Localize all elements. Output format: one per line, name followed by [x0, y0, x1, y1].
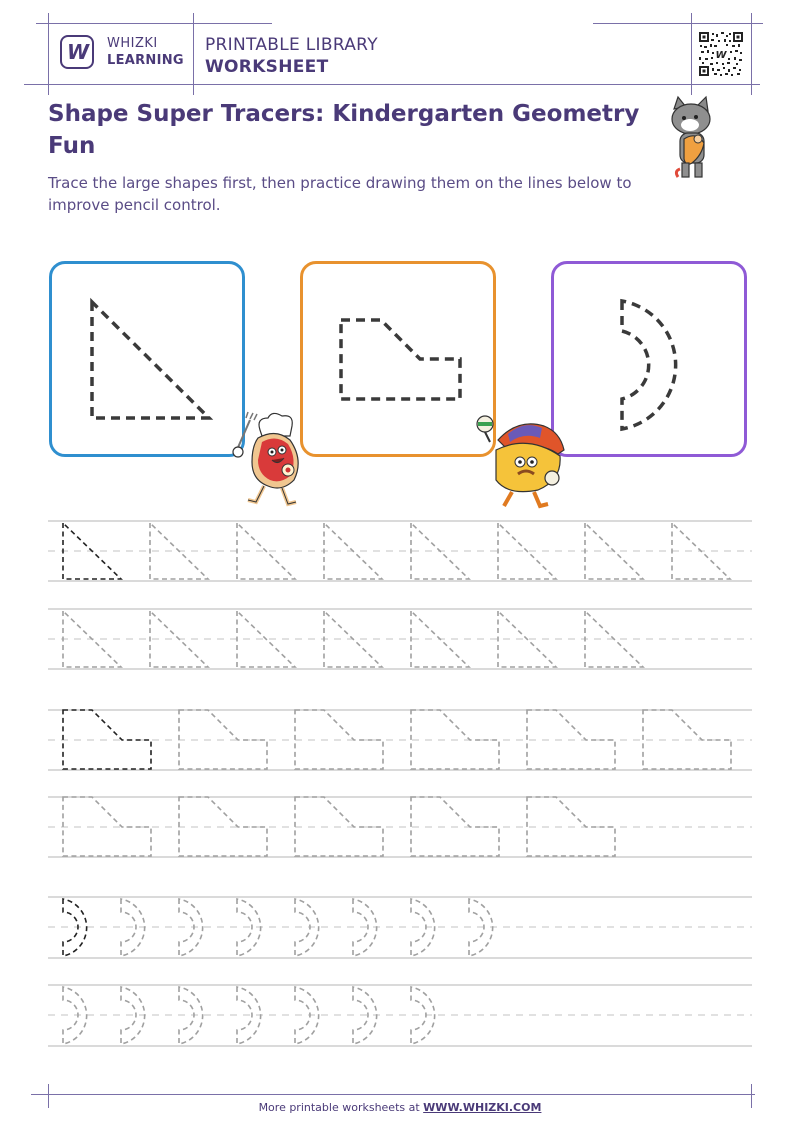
shape-card-triangle	[49, 261, 245, 457]
footer-rule	[31, 1094, 755, 1095]
tracing-row-arch-2	[0, 978, 800, 1053]
logo-letter: W	[66, 40, 88, 64]
whizki-logo-icon	[60, 35, 94, 69]
brand-name: WHIZKI	[107, 36, 158, 51]
taco-mascot-icon	[468, 410, 578, 510]
arch-trace-icon	[554, 264, 744, 454]
cat-mascot-icon	[660, 95, 724, 181]
header-qr-right-divider	[751, 13, 752, 95]
header-top-rule	[36, 23, 272, 24]
header-bottom-rule	[24, 84, 760, 85]
page-title: Shape Super Tracers: Kindergarten Geometry Fun	[48, 101, 640, 159]
header-top-rule-right	[593, 23, 763, 24]
footer-text: More printable worksheets at	[258, 1101, 424, 1114]
header-qr-left-divider	[691, 13, 692, 95]
pentagon-trace-icon	[303, 264, 493, 454]
shape-card-arch	[551, 261, 747, 457]
tracing-row-triangle-1	[0, 515, 800, 590]
svg-text:W: W	[715, 50, 727, 61]
instructions-text: Trace the large shapes first, then practice drawing them on the lines below to improve pencil control.	[48, 174, 632, 214]
tracing-row-pentagon-1	[0, 703, 800, 778]
library-label: PRINTABLE LIBRARY	[205, 35, 378, 55]
footer-link[interactable]: WWW.WHIZKI.COM	[423, 1101, 542, 1114]
tracing-row-arch-1	[0, 890, 800, 965]
footer	[0, 1101, 800, 1114]
brand-subname: LEARNING	[107, 53, 184, 68]
tracing-row-triangle-2	[0, 603, 800, 678]
header-left-divider	[48, 13, 49, 95]
tracing-row-pentagon-2	[0, 790, 800, 865]
triangle-trace-icon	[52, 264, 242, 454]
qr-code-icon[interactable]	[698, 31, 744, 77]
meat-chef-mascot-icon	[228, 410, 308, 510]
shape-card-pentagon	[300, 261, 496, 457]
worksheet-label: WORKSHEET	[205, 57, 329, 77]
header-mid-divider	[193, 13, 194, 95]
